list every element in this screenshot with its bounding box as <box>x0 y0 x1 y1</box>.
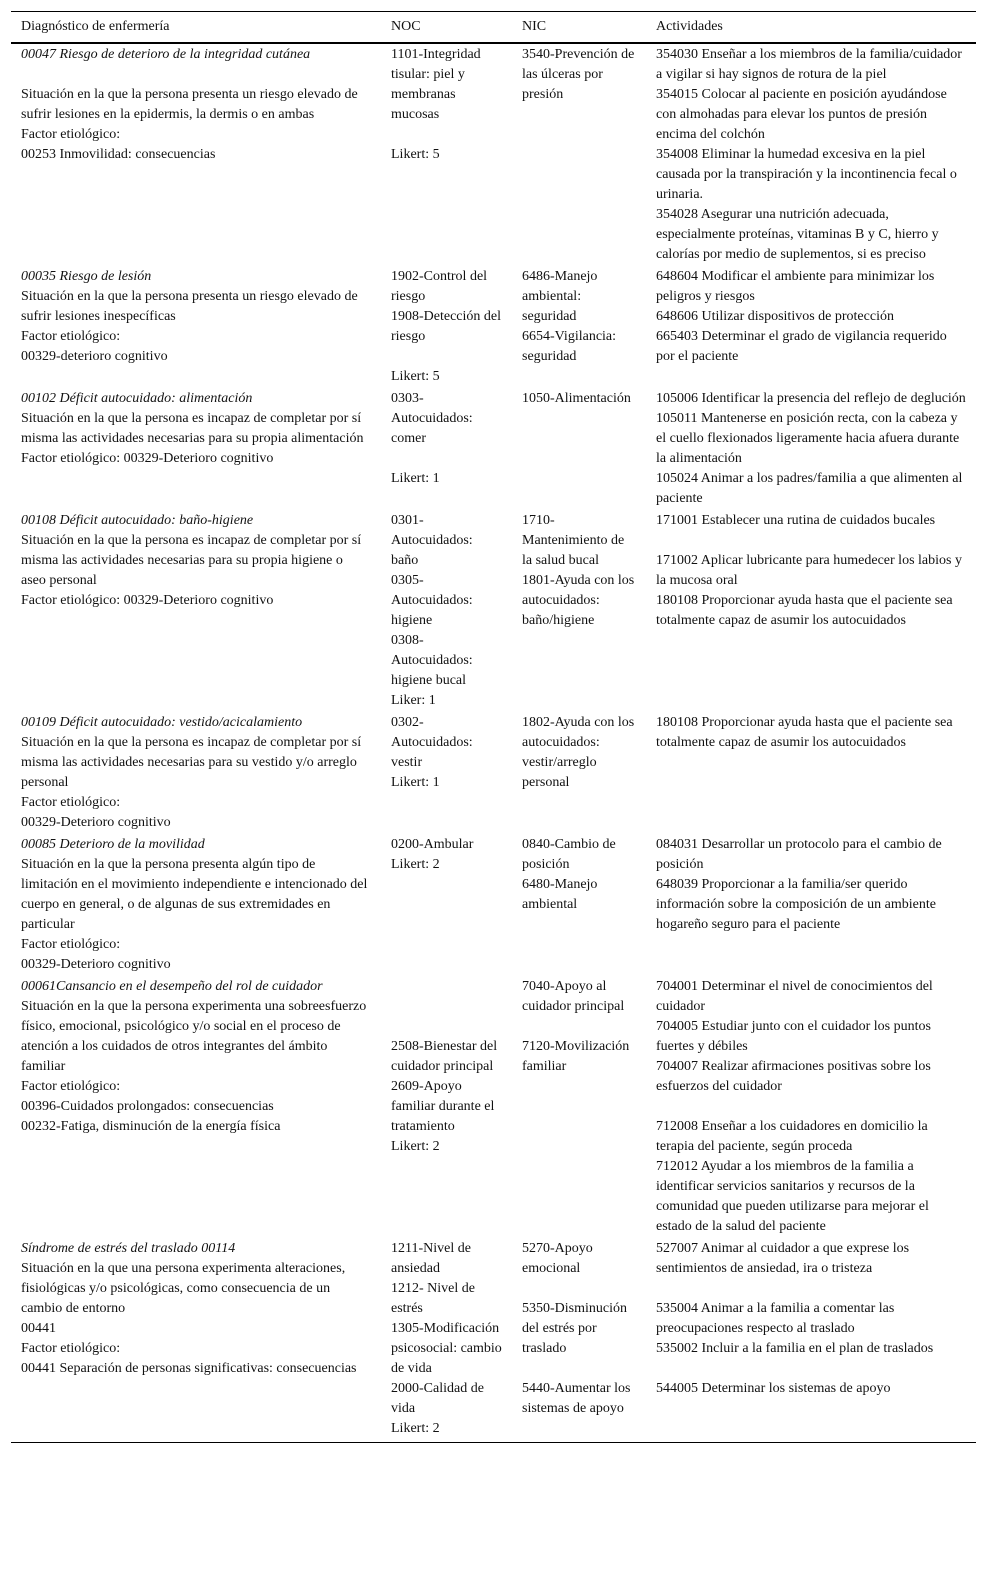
noc-cell <box>381 266 512 388</box>
activities-cell <box>646 712 976 834</box>
noc-line: 1101-Integridad tisular: piel y membranas mucosas <box>391 47 485 122</box>
noc-line <box>391 347 502 367</box>
noc-cell <box>381 388 512 510</box>
activity-line: 105024 Animar a los padres/familia a que alimenten al paciente <box>656 471 966 506</box>
nic-cell <box>512 834 646 976</box>
table-container <box>11 11 976 1443</box>
noc-line <box>391 1017 502 1037</box>
noc-line: 0305-Autocuidados: higiene <box>391 573 477 628</box>
nic-line: 1802-Ayuda con los autocuidados: vestir/arreglo personal <box>522 715 638 790</box>
noc-line: 0308-Autocuidados: higiene bucal <box>391 633 477 688</box>
diagnosis-cell <box>11 266 381 388</box>
activity-line: 665403 Determinar el grado de vigilancia requerido por el paciente <box>656 329 951 364</box>
activity-line: 712008 Enseñar a los cuidadores en domicilio la terapia del paciente, según proceda <box>656 1119 932 1154</box>
table-header <box>11 12 976 44</box>
diagnosis-line: Factor etiológico: <box>21 795 121 810</box>
diagnosis-cell <box>11 834 381 976</box>
nursing-care-table <box>11 11 976 1443</box>
activity-line <box>656 531 966 551</box>
noc-line: 1908-Detección del riesgo <box>391 309 505 344</box>
noc-line: 0303-Autocuidados: comer <box>391 391 477 446</box>
header-row <box>11 12 976 44</box>
diagnosis-line: 00441 <box>21 1321 56 1336</box>
activity-line: 354028 Asegurar una nutrición adecuada, especialmente proteínas, vitaminas B y C, hierro y calorías por medio de suplementos, si es preciso <box>656 207 943 262</box>
table-row <box>11 266 976 388</box>
activity-line <box>656 1097 966 1117</box>
table-row <box>11 388 976 510</box>
nic-line: 5270-Apoyo emocional <box>522 1241 597 1276</box>
diagnosis-line: Factor etiológico: <box>21 329 121 344</box>
activities-cell <box>646 266 976 388</box>
noc-line: Likert: 1 <box>391 775 440 790</box>
nic-line: 1801-Ayuda con los autocuidados: baño/higiene <box>522 573 638 628</box>
activity-line: 354030 Enseñar a los miembros de la familia/cuidador a vigilar si hay signos de rotura de la piel <box>656 47 966 82</box>
noc-line <box>391 977 502 997</box>
diagnosis-line: 00329-Deterioro cognitivo <box>21 815 171 830</box>
nic-line: 0840-Cambio de posición <box>522 837 620 872</box>
diagnosis-line: 00329-deterioro cognitivo <box>21 349 168 364</box>
diagnosis-line: Factor etiológico: <box>21 1341 121 1356</box>
diagnosis-line: Situación en la que la persona es incapaz de completar por sí misma las actividades necesarias para su propia alimentación <box>21 411 365 446</box>
diagnosis-line: Situación en la que la persona es incapaz de completar por sí misma las actividades necesarias para su vestido y/o arreglo personal <box>21 735 365 790</box>
diagnosis-title: 00085 Deterioro de la movilidad <box>21 837 205 852</box>
activity-line: 704007 Realizar afirmaciones positivas sobre los esfuerzos del cuidador <box>656 1059 935 1094</box>
diagnosis-line: 00232-Fatiga, disminución de la energía física <box>21 1119 281 1134</box>
diagnosis-title: 00061Cansancio en el desempeño del rol de cuidador <box>21 979 323 994</box>
nic-cell <box>512 388 646 510</box>
diagnosis-line: 00329-Deterioro cognitivo <box>21 957 171 972</box>
noc-cell <box>381 1238 512 1443</box>
diagnosis-line: Situación en la que la persona experimenta una sobreesfuerzo físico, emocional, psicológico y/o social en el proceso de atención a los cuidados de otros integrantes del ámbito familiar <box>21 999 370 1074</box>
header-noc: NOC <box>381 12 512 44</box>
activity-line: 704001 Determinar el nivel de conocimientos del cuidador <box>656 979 937 1014</box>
diagnosis-line: 00441 Separación de personas significativas: consecuencias <box>21 1361 357 1376</box>
activity-line: 527007 Animar al cuidador a que exprese los sentimientos de ansiedad, ira o tristeza <box>656 1241 913 1276</box>
table-row <box>11 43 976 266</box>
diagnosis-line: Factor etiológico: <box>21 937 121 952</box>
diagnosis-title: 00108 Déficit autocuidado: baño-higiene <box>21 513 254 528</box>
diagnosis-line: Factor etiológico: 00329-Deterioro cognitivo <box>21 593 274 608</box>
noc-line: 1211-Nivel de ansiedad <box>391 1241 475 1276</box>
diagnosis-title: 00102 Déficit autocuidado: alimentación <box>21 391 253 406</box>
diagnosis-line: Situación en la que la persona presenta un riesgo elevado de sufrir lesiones inespecíficas <box>21 289 362 324</box>
activity-line: 171002 Aplicar lubricante para humedecer los labios y la mucosa oral <box>656 553 966 588</box>
activity-line: 544005 Determinar los sistemas de apoyo <box>656 1381 891 1396</box>
noc-line: Likert: 2 <box>391 1139 440 1154</box>
activity-line: 354008 Eliminar la humedad excesiva en la piel causada por la transpiración y la incontinencia fecal o urinaria. <box>656 147 961 202</box>
nic-cell <box>512 976 646 1238</box>
noc-line: Likert: 5 <box>391 147 440 162</box>
noc-line: 2508-Bienestar del cuidador principal <box>391 1039 501 1074</box>
diagnosis-cell <box>11 1238 381 1443</box>
nic-line: 7120-Movilización familiar <box>522 1039 633 1074</box>
activity-line: 535004 Animar a la familia a comentar las preocupaciones respecto al traslado <box>656 1301 898 1336</box>
nic-line <box>522 1279 636 1299</box>
diagnosis-line: Situación en la que la persona presenta algún tipo de limitación en el movimiento independiente e intencionado del cuerpo en general, o de algunas de sus extremidades en particular <box>21 857 371 932</box>
nic-line: 5440-Aumentar los sistemas de apoyo <box>522 1381 634 1416</box>
diagnosis-line: Situación en la que una persona experimenta alteraciones, fisiológicas y/o psicológicas, como consecuencia de un cambio de entorno <box>21 1261 349 1316</box>
diagnosis-title: Síndrome de estrés del traslado 00114 <box>21 1241 236 1256</box>
diagnosis-cell <box>11 976 381 1238</box>
noc-line: 2000-Calidad de vida <box>391 1381 488 1416</box>
activities-cell <box>646 388 976 510</box>
noc-line: Likert: 5 <box>391 369 440 384</box>
header-nic: NIC <box>512 12 646 44</box>
diagnosis-cell <box>11 712 381 834</box>
nic-line <box>522 1017 636 1037</box>
activity-line: 648604 Modificar el ambiente para minimizar los peligros y riesgos <box>656 269 938 304</box>
activities-cell <box>646 834 976 976</box>
activity-line: 105006 Identificar la presencia del reflejo de deglución <box>656 391 966 406</box>
nic-line: 1710-Mantenimiento de la salud bucal <box>522 513 628 568</box>
diagnosis-cell <box>11 510 381 712</box>
noc-line: Likert: 2 <box>391 1421 440 1436</box>
noc-line: 0200-Ambular <box>391 837 474 852</box>
nic-cell <box>512 43 646 266</box>
diagnosis-cell <box>11 388 381 510</box>
nic-line <box>522 1359 636 1379</box>
nic-line: 6486-Manejo ambiental: seguridad <box>522 269 601 324</box>
diagnosis-line <box>21 65 371 85</box>
table-row <box>11 510 976 712</box>
activities-cell <box>646 510 976 712</box>
nic-line: 7040-Apoyo al cuidador principal <box>522 979 625 1014</box>
table-row <box>11 712 976 834</box>
noc-line: 1902-Control del riesgo <box>391 269 491 304</box>
activity-line: 704005 Estudiar junto con el cuidador los puntos fuertes y débiles <box>656 1019 935 1054</box>
nic-line: 5350-Disminución del estrés por traslado <box>522 1301 631 1356</box>
noc-line: 0302-Autocuidados: vestir <box>391 715 477 770</box>
noc-line <box>391 449 502 469</box>
diagnosis-title: 00047 Riesgo de deterioro de la integridad cutánea <box>21 47 311 62</box>
activity-line: 354015 Colocar al paciente en posición ayudándose con almohadas para elevar los puntos de presión encima del colchón <box>656 87 951 142</box>
activity-line: 648039 Proporcionar a la familia/ser querido información sobre la composición de un ambiente hogareño seguro para el paciente <box>656 877 940 932</box>
table-row <box>11 976 976 1238</box>
table-row <box>11 834 976 976</box>
activity-line <box>656 1359 966 1379</box>
activity-line: 171001 Establecer una rutina de cuidados bucales <box>656 513 936 528</box>
activity-line: 084031 Desarrollar un protocolo para el cambio de posición <box>656 837 946 872</box>
activities-cell <box>646 1238 976 1443</box>
nic-cell <box>512 712 646 834</box>
table-row <box>11 1238 976 1443</box>
nic-line: 6654-Vigilancia: seguridad <box>522 329 620 364</box>
table-body <box>11 43 976 1443</box>
noc-line: 1305-Modificación psicosocial: cambio de vida <box>391 1321 506 1376</box>
noc-line: Likert: 2 <box>391 857 440 872</box>
activity-line: 180108 Proporcionar ayuda hasta que el paciente sea totalmente capaz de asumir los autocuidados <box>656 715 957 750</box>
diagnosis-cell <box>11 43 381 266</box>
activities-cell <box>646 976 976 1238</box>
noc-cell <box>381 976 512 1238</box>
activity-line: 648606 Utilizar dispositivos de protección <box>656 309 894 324</box>
noc-line: Likert: 1 <box>391 471 440 486</box>
activity-line: 535002 Incluir a la familia en el plan de traslados <box>656 1341 934 1356</box>
diagnosis-line: Factor etiológico: <box>21 1079 121 1094</box>
diagnosis-line: Factor etiológico: 00329-Deterioro cognitivo <box>21 451 274 466</box>
noc-line: Liker: 1 <box>391 693 436 708</box>
noc-cell <box>381 43 512 266</box>
diagnosis-line: Situación en la que la persona es incapaz de completar por sí misma las actividades necesarias para su propia higiene o aseo personal <box>21 533 365 588</box>
nic-cell <box>512 1238 646 1443</box>
header-diagnosis: Diagnóstico de enfermería <box>11 12 381 44</box>
noc-line <box>391 125 502 145</box>
diagnosis-title: 00035 Riesgo de lesión <box>21 269 152 284</box>
nic-cell <box>512 510 646 712</box>
diagnosis-title: 00109 Déficit autocuidado: vestido/acicalamiento <box>21 715 303 730</box>
noc-line: 0301-Autocuidados: baño <box>391 513 477 568</box>
noc-line: 2609-Apoyo familiar durante el tratamiento <box>391 1079 498 1134</box>
diagnosis-line: 00253 Inmovilidad: consecuencias <box>21 147 216 162</box>
noc-cell <box>381 834 512 976</box>
noc-cell <box>381 510 512 712</box>
activity-line <box>656 1279 966 1299</box>
nic-cell <box>512 266 646 388</box>
noc-cell <box>381 712 512 834</box>
activities-cell <box>646 43 976 266</box>
nic-line: 1050-Alimentación <box>522 391 631 406</box>
diagnosis-line: 00396-Cuidados prolongados: consecuencias <box>21 1099 274 1114</box>
noc-line: 1212- Nivel de estrés <box>391 1281 479 1316</box>
noc-line <box>391 997 502 1017</box>
activity-line: 712012 Ayudar a los miembros de la familia a identificar servicios sanitarios y recursos de la comunidad que pueden utilizarse para mejorar el estado de la salud del paciente <box>656 1159 933 1234</box>
activity-line: 180108 Proporcionar ayuda hasta que el paciente sea totalmente capaz de asumir los autocuidados <box>656 593 957 628</box>
diagnosis-line: Situación en la que la persona presenta un riesgo elevado de sufrir lesiones en la epidermis, la dermis o en ambas <box>21 87 362 122</box>
activity-line: 105011 Mantenerse en posición recta, con la cabeza y el cuello flexionados ligeramente hacia afuera durante la alimentación <box>656 411 963 466</box>
nic-line: 3540-Prevención de las úlceras por presión <box>522 47 638 102</box>
header-activities: Actividades <box>646 12 976 44</box>
nic-line: 6480-Manejo ambiental <box>522 877 601 912</box>
diagnosis-line: Factor etiológico: <box>21 127 121 142</box>
